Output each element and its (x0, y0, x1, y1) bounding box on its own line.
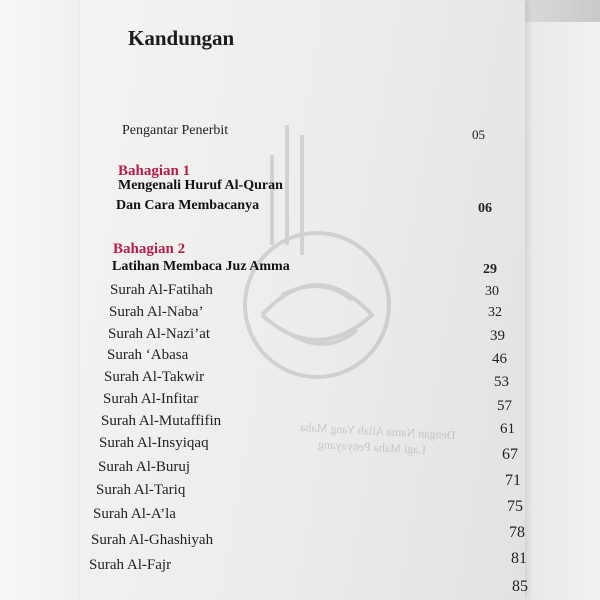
toc-entry: Surah Al-Insyiqaq (99, 435, 209, 451)
section-label: Bahagian 1 (118, 163, 191, 179)
toc-entry: Surah ‘Abasa (107, 347, 189, 363)
toc-entry: Surah Al-Takwir (104, 369, 205, 385)
toc-page-number: 30 (485, 284, 499, 299)
section-heading: Mengenali Huruf Al-Quran (118, 178, 283, 193)
toc-page-number: 57 (497, 398, 512, 414)
background-left (0, 0, 90, 600)
toc-page-number: 46 (492, 351, 507, 367)
toc-entry: Surah Al-Fatihah (110, 282, 213, 298)
toc-entry: Surah Al-Tariq (96, 482, 186, 498)
toc-entry: Surah Al-Mutaffifin (101, 413, 222, 429)
watermark-text: Dengan Nama Allah Yang Maha (299, 419, 456, 443)
toc-page-number: 53 (494, 374, 509, 390)
toc-page-number: 39 (490, 328, 505, 344)
toc-page-number: 06 (478, 201, 492, 216)
toc-entry-preface: Pengantar Penerbit (122, 123, 229, 138)
toc-entry: Surah Al-Fajr (89, 557, 172, 573)
toc-page-number: 85 (512, 578, 528, 595)
page-title: Kandungan (128, 26, 235, 50)
toc-page-number: 78 (509, 524, 525, 541)
section-heading: Latihan Membaca Juz Amma (112, 259, 290, 274)
toc-page-number: 29 (483, 262, 497, 277)
toc-entry: Surah Al-Infitar (103, 391, 199, 407)
toc-entry: Surah Al-A’la (93, 506, 176, 522)
toc-page-number: 67 (502, 446, 518, 463)
toc-entry: Surah Al-Buruj (98, 459, 191, 475)
toc-page-number: 32 (488, 305, 502, 320)
toc-page-number: 61 (500, 421, 515, 437)
section-heading: Dan Cara Membacanya (116, 198, 260, 213)
toc-entry: Surah Al-Nazi’at (108, 326, 211, 342)
toc-page-number: 81 (511, 550, 527, 567)
watermark-text: Lagi Maha Penyayang (317, 437, 427, 457)
toc-entry: Surah Al-Ghashiyah (91, 532, 214, 548)
section-label: Bahagian 2 (113, 241, 186, 257)
toc-page-number: 75 (507, 498, 523, 515)
toc-entry: Surah Al-Naba’ (109, 304, 204, 320)
toc-page-number: 05 (472, 127, 485, 142)
toc-page-number: 71 (505, 472, 521, 489)
